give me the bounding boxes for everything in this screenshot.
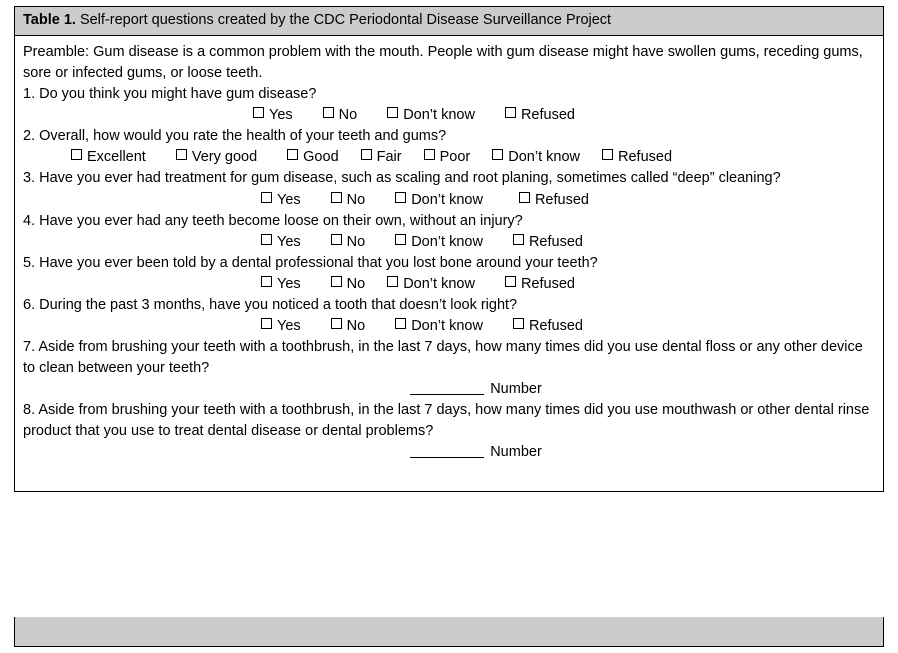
option-yes[interactable] bbox=[261, 232, 301, 253]
option-label: Good bbox=[303, 149, 339, 166]
question-2-text: 2. Overall, how would you rate the health of your teeth and gums? bbox=[23, 128, 447, 145]
spacer bbox=[483, 190, 519, 211]
option-label: Excellent bbox=[87, 149, 146, 166]
option-dont-know[interactable] bbox=[395, 232, 483, 253]
option-refused[interactable] bbox=[602, 147, 672, 168]
checkbox-icon[interactable] bbox=[261, 192, 272, 203]
checkbox-icon[interactable] bbox=[71, 149, 82, 160]
question-8-text: 8. Aside from brushing your teeth with a toothbrush, in the last 7 days, how many times did you use mouthwash or other dental rinse product that you use to treat dental disease or dental problems? bbox=[23, 401, 870, 439]
option-dont-know[interactable] bbox=[387, 105, 475, 126]
checkbox-icon[interactable] bbox=[253, 107, 264, 118]
option-good[interactable] bbox=[287, 147, 338, 168]
spacer bbox=[146, 147, 176, 168]
checkbox-icon[interactable] bbox=[331, 276, 342, 287]
question-4-options bbox=[23, 232, 875, 253]
option-label: Yes bbox=[277, 317, 301, 334]
option-label: Yes bbox=[277, 191, 301, 208]
option-excellent[interactable] bbox=[71, 147, 146, 168]
question-5-text: 5. Have you ever been told by a dental professional that you lost bone around your teeth? bbox=[23, 254, 598, 271]
option-label: Refused bbox=[528, 233, 583, 250]
question-7-answer bbox=[23, 379, 875, 400]
option-label: Refused bbox=[618, 149, 673, 166]
option-label: Poor bbox=[439, 149, 471, 166]
option-refused[interactable] bbox=[513, 316, 583, 337]
checkbox-icon[interactable] bbox=[602, 149, 613, 160]
question-4-text: 4. Have you ever had any teeth become loose on their own, without an injury? bbox=[23, 212, 523, 229]
table-1 bbox=[14, 6, 884, 492]
spacer bbox=[580, 147, 602, 168]
spacer bbox=[475, 105, 505, 126]
answer-group bbox=[410, 379, 542, 400]
option-refused[interactable] bbox=[513, 232, 583, 253]
checkbox-icon[interactable] bbox=[331, 318, 342, 329]
option-poor[interactable] bbox=[424, 147, 471, 168]
option-label: Yes bbox=[277, 233, 301, 250]
answer-label: Number bbox=[490, 380, 542, 397]
checkbox-icon[interactable] bbox=[323, 107, 334, 118]
option-label: Refused bbox=[520, 107, 575, 124]
option-label: Yes bbox=[269, 107, 293, 124]
checkbox-icon[interactable] bbox=[176, 149, 187, 160]
option-label: Don’t know bbox=[411, 191, 483, 208]
spacer bbox=[301, 190, 331, 211]
answer-blank-input[interactable] bbox=[410, 443, 484, 458]
answer-blank-input[interactable] bbox=[410, 380, 484, 395]
question-5-options bbox=[23, 274, 875, 295]
question-6-options bbox=[23, 316, 875, 337]
checkbox-icon[interactable] bbox=[519, 192, 530, 203]
option-dont-know[interactable] bbox=[387, 274, 475, 295]
checkbox-icon[interactable] bbox=[331, 234, 342, 245]
option-label: No bbox=[346, 191, 366, 208]
option-label: Refused bbox=[528, 317, 583, 334]
checkbox-icon[interactable] bbox=[395, 234, 406, 245]
option-yes[interactable] bbox=[261, 274, 301, 295]
spacer bbox=[257, 147, 287, 168]
spacer bbox=[475, 274, 505, 295]
checkbox-icon[interactable] bbox=[261, 234, 272, 245]
option-label: Don’t know bbox=[411, 317, 483, 334]
checkbox-icon[interactable] bbox=[387, 107, 398, 118]
spacer bbox=[483, 316, 513, 337]
checkbox-icon[interactable] bbox=[513, 234, 524, 245]
checkbox-icon[interactable] bbox=[261, 318, 272, 329]
question-7-text: 7. Aside from brushing your teeth with a toothbrush, in the last 7 days, how many times did you use dental floss or any other device to clean between your teeth? bbox=[23, 338, 863, 376]
table-caption bbox=[15, 7, 883, 36]
checkbox-icon[interactable] bbox=[331, 192, 342, 203]
spacer bbox=[293, 105, 323, 126]
option-label: Refused bbox=[534, 191, 589, 208]
question-8-answer bbox=[23, 442, 875, 463]
option-label: Don’t know bbox=[508, 149, 580, 166]
option-label: Very good bbox=[191, 149, 258, 166]
answer-group bbox=[410, 442, 542, 463]
option-very-good[interactable] bbox=[176, 147, 257, 168]
option-no[interactable] bbox=[331, 232, 366, 253]
spacer bbox=[365, 316, 395, 337]
checkbox-icon[interactable] bbox=[492, 149, 503, 160]
spacer bbox=[339, 147, 361, 168]
table-body bbox=[15, 36, 883, 490]
table-footer-band bbox=[14, 617, 884, 647]
option-refused[interactable] bbox=[505, 274, 575, 295]
checkbox-icon[interactable] bbox=[287, 149, 298, 160]
checkbox-icon[interactable] bbox=[505, 276, 516, 287]
spacer bbox=[483, 232, 513, 253]
question-2-options bbox=[23, 147, 875, 168]
option-fair[interactable] bbox=[361, 147, 402, 168]
option-dont-know[interactable] bbox=[395, 190, 483, 211]
option-dont-know[interactable] bbox=[492, 147, 580, 168]
question-1-text: 1. Do you think you might have gum disease? bbox=[23, 86, 317, 103]
option-label: Refused bbox=[520, 275, 575, 292]
option-yes[interactable] bbox=[261, 316, 301, 337]
option-refused[interactable] bbox=[519, 190, 589, 211]
table-caption-label: Table 1. bbox=[23, 12, 76, 28]
option-no[interactable] bbox=[323, 105, 358, 126]
preamble-text: Preamble: Gum disease is a common problem with the mouth. People with gum disease might have swollen gums, receding gums, sore or infected gums, or loose teeth. bbox=[23, 44, 863, 82]
option-label: Don’t know bbox=[403, 275, 475, 292]
option-label: Yes bbox=[277, 275, 301, 292]
checkbox-icon[interactable] bbox=[261, 276, 272, 287]
question-6-text: 6. During the past 3 months, have you noticed a tooth that doesn’t look right? bbox=[23, 296, 518, 313]
checkbox-icon[interactable] bbox=[513, 318, 524, 329]
checkbox-icon[interactable] bbox=[361, 149, 372, 160]
option-label: Don’t know bbox=[403, 107, 475, 124]
spacer bbox=[365, 190, 395, 211]
option-label: No bbox=[346, 317, 366, 334]
spacer bbox=[301, 232, 331, 253]
option-yes[interactable] bbox=[261, 190, 301, 211]
option-dont-know[interactable] bbox=[395, 316, 483, 337]
answer-label: Number bbox=[490, 443, 542, 460]
checkbox-icon[interactable] bbox=[395, 192, 406, 203]
question-3-options bbox=[23, 190, 875, 211]
option-no[interactable] bbox=[331, 316, 366, 337]
option-label: No bbox=[346, 275, 366, 292]
option-refused[interactable] bbox=[505, 105, 575, 126]
option-label: No bbox=[346, 233, 366, 250]
option-label: No bbox=[338, 107, 358, 124]
spacer bbox=[365, 232, 395, 253]
spacer bbox=[301, 316, 331, 337]
spacer bbox=[470, 147, 492, 168]
option-label: Fair bbox=[376, 149, 402, 166]
checkbox-icon[interactable] bbox=[505, 107, 516, 118]
spacer bbox=[365, 274, 387, 295]
spacer bbox=[301, 274, 331, 295]
table-caption-text: Self-report questions created by the CDC Periodontal Disease Surveillance Project bbox=[75, 12, 612, 28]
question-3-text: 3. Have you ever had treatment for gum disease, such as scaling and root planing, sometimes called “deep” cleaning? bbox=[23, 170, 781, 187]
option-no[interactable] bbox=[331, 274, 366, 295]
checkbox-icon[interactable] bbox=[387, 276, 398, 287]
option-yes[interactable] bbox=[253, 105, 293, 126]
option-label: Don’t know bbox=[411, 233, 483, 250]
checkbox-icon[interactable] bbox=[395, 318, 406, 329]
question-1-options bbox=[23, 105, 875, 126]
bottom-spacer bbox=[23, 463, 875, 485]
option-no[interactable] bbox=[331, 190, 366, 211]
spacer bbox=[357, 105, 387, 126]
checkbox-icon[interactable] bbox=[424, 149, 435, 160]
spacer bbox=[402, 147, 424, 168]
